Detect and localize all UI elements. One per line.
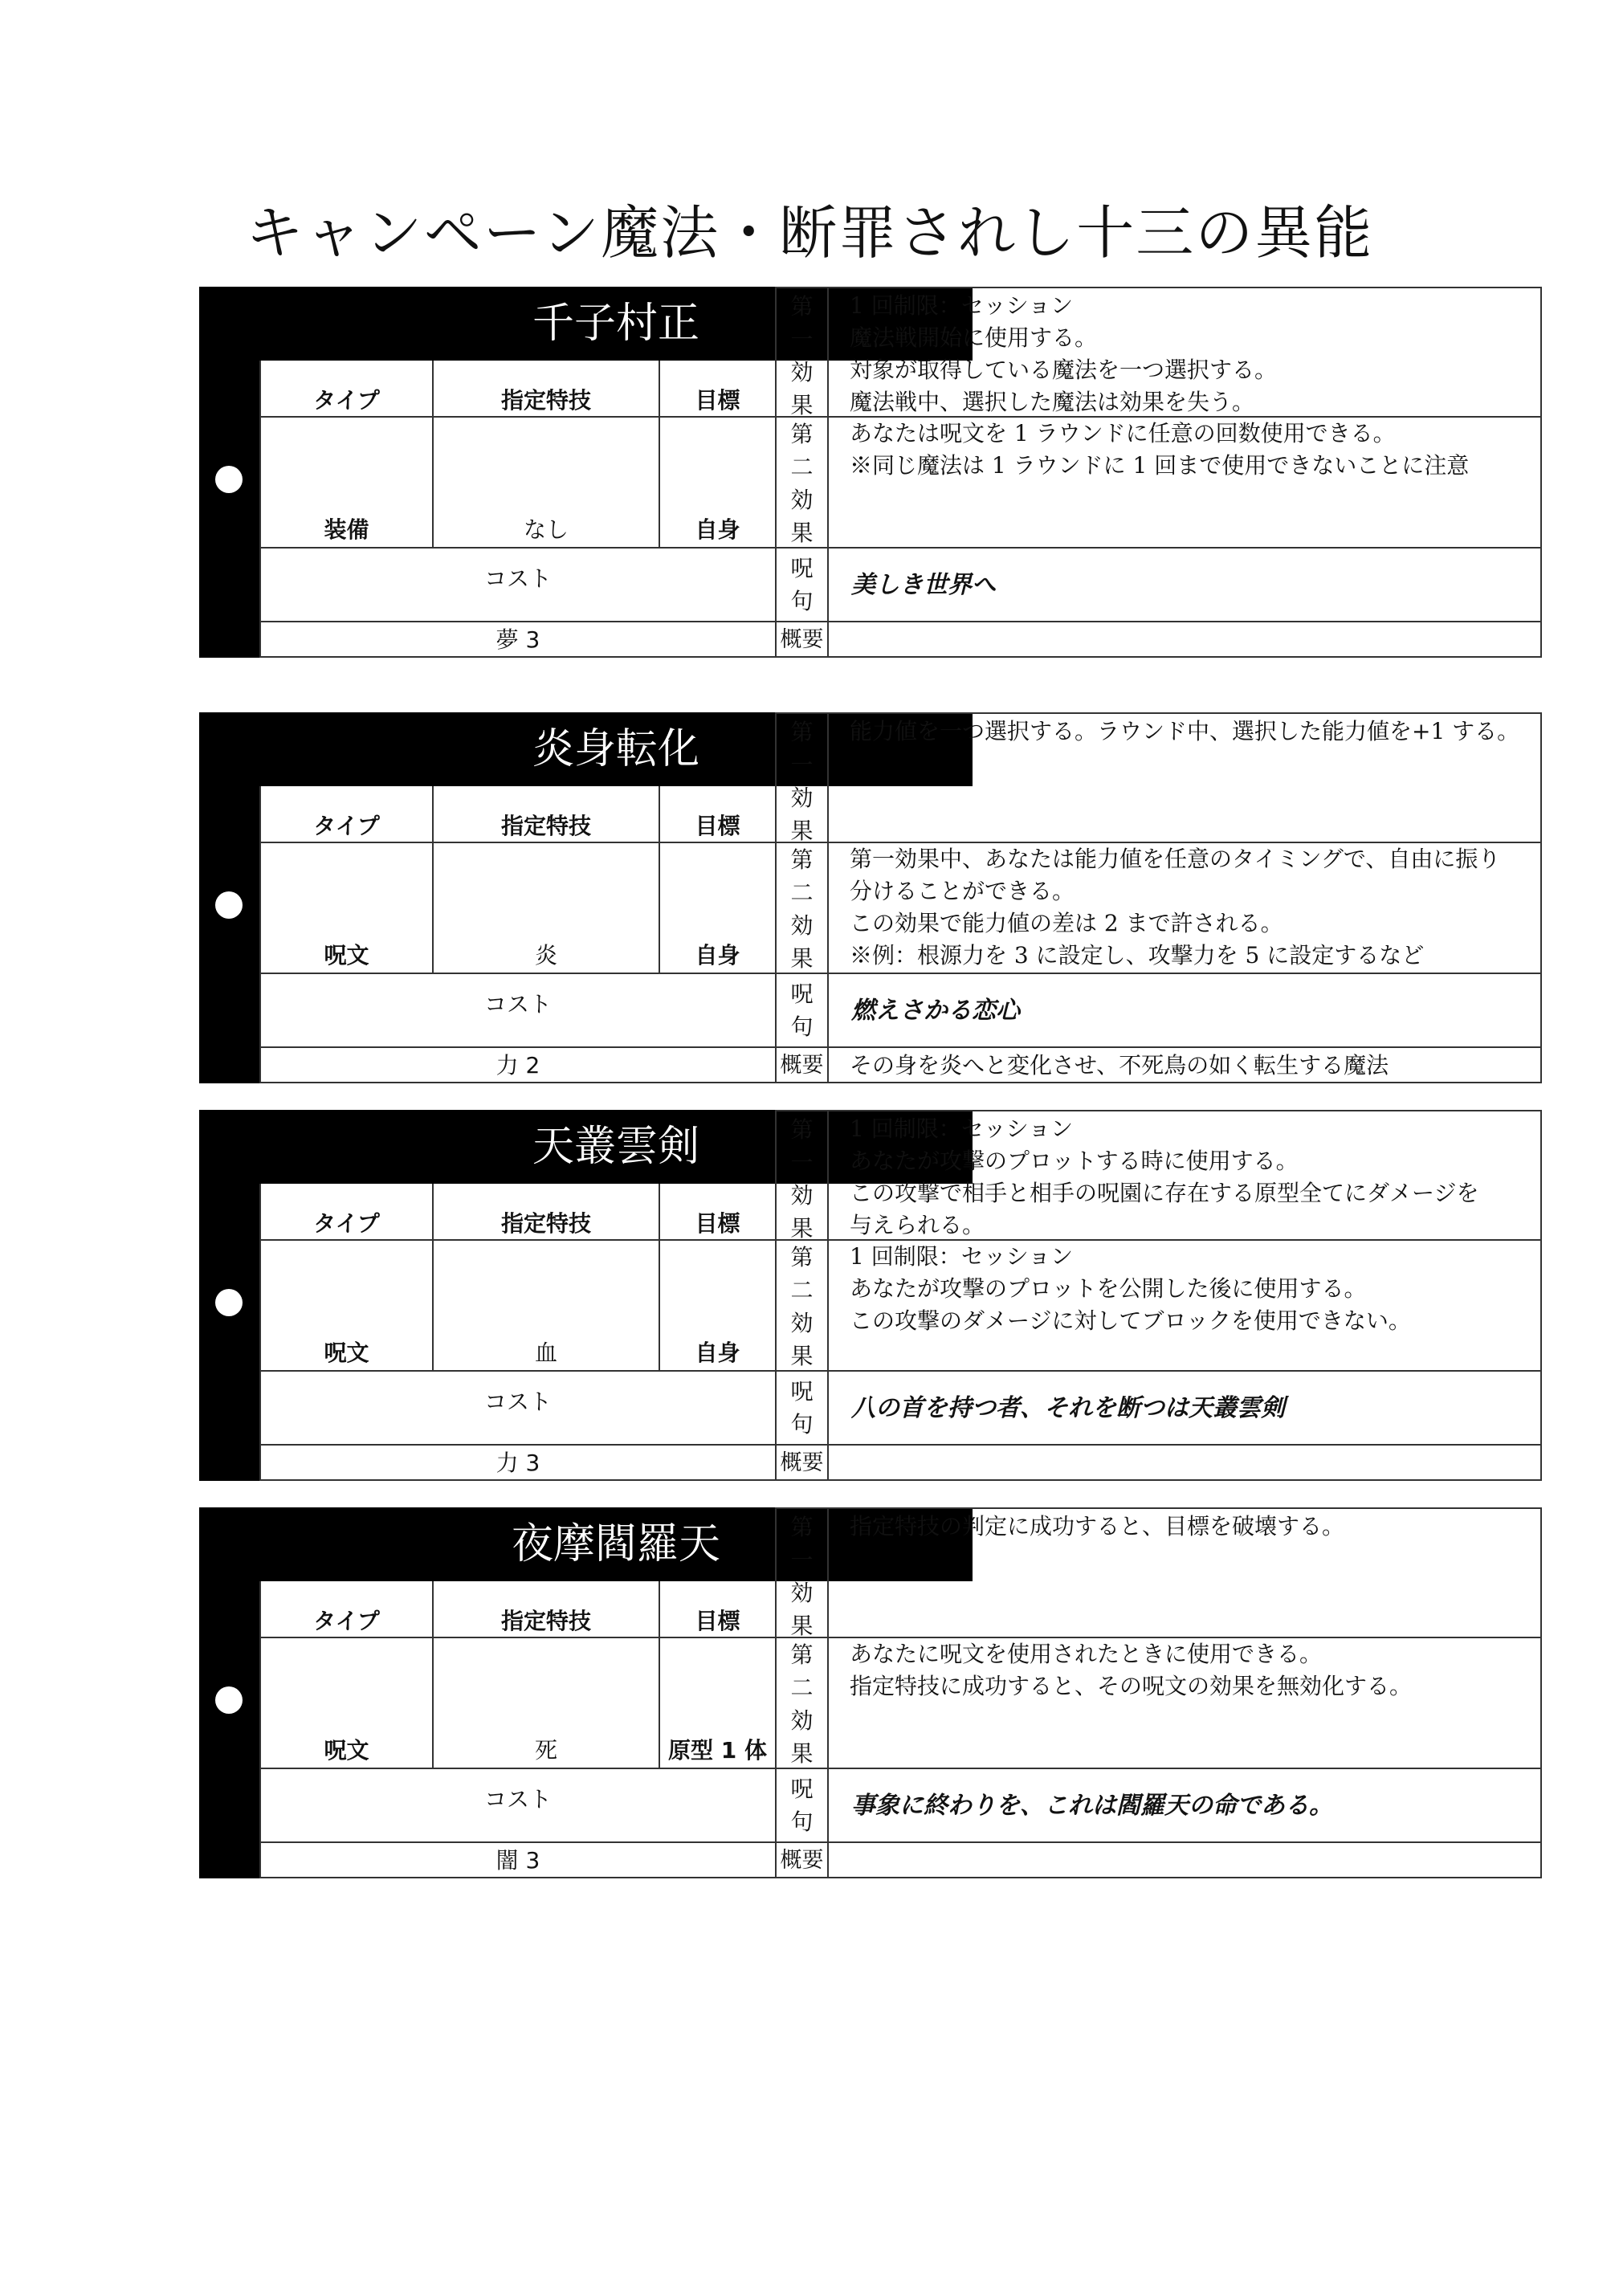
summary-text: その身を炎へと変化させ、不死鳥の如く転生する魔法 xyxy=(827,1048,1542,1083)
magic-name: 夜摩閻羅天 xyxy=(259,1507,973,1581)
effect-line: 魔法戦中、選択した魔法は効果を失う。 xyxy=(850,389,1255,415)
effect-line: 指定特技に成功すると、その呪文の効果を無効化する。 xyxy=(850,1673,1413,1699)
magic-card xyxy=(199,287,1542,658)
effect-line: 指定特技の判定に成功すると、目標を破壊する。 xyxy=(850,1513,1345,1540)
second-effect-text xyxy=(827,843,1542,974)
effect-line: あなたが攻撃のプロットを公開した後に使用する。 xyxy=(850,1275,1367,1302)
incantation-label: 呪 句 xyxy=(775,549,827,622)
effect-line: あなたは呪文を 1 ラウンドに任意の回数使用できる。 xyxy=(850,420,1396,447)
skill-header: 指定特技 xyxy=(432,1184,659,1241)
effect-line: 与えられる。 xyxy=(850,1212,985,1238)
target-value: 自身 xyxy=(659,843,775,974)
first-effect-label: 第 一 効 果 xyxy=(775,712,827,843)
effect-line: 分けることができる。 xyxy=(850,878,1075,904)
magic-name: 天叢雲剣 xyxy=(259,1110,973,1184)
second-effect-label: 第 二 効 果 xyxy=(775,843,827,974)
target-value: 原型 1 体 xyxy=(659,1638,775,1769)
effect-line: 第一効果中、あなたは能力値を任意のタイミングで、自由に振り xyxy=(850,846,1501,872)
summary-label: 概要 xyxy=(775,1843,827,1878)
first-effect-text xyxy=(827,712,1542,843)
summary-text xyxy=(827,1843,1542,1878)
summary-label: 概要 xyxy=(775,1048,827,1083)
effect-line: ※同じ魔法は 1 ラウンドに 1 回まで使用できないことに注意 xyxy=(850,452,1470,479)
card-binder-strip xyxy=(199,712,259,1083)
magic-card xyxy=(199,712,1542,1083)
effect-line: あなたが攻撃のプロットする時に使用する。 xyxy=(850,1148,1299,1174)
cost-value: 力 3 xyxy=(259,1446,775,1481)
incantation-label: 呪 句 xyxy=(775,1372,827,1446)
summary-text xyxy=(827,622,1542,658)
incantation-text: 事象に終わりを、これは閻羅天の命である。 xyxy=(827,1769,1542,1843)
type-value: 呪文 xyxy=(259,1241,432,1372)
binder-hole-icon xyxy=(215,1289,243,1316)
first-effect-label: 第 一 効 果 xyxy=(775,1110,827,1241)
effect-line: 1 回制限：セッション xyxy=(850,1115,1074,1142)
target-header: 目標 xyxy=(659,786,775,843)
summary-label: 概要 xyxy=(775,622,827,658)
binder-hole-icon xyxy=(215,891,243,919)
type-header: タイプ xyxy=(259,1184,432,1241)
target-value: 自身 xyxy=(659,418,775,549)
card-binder-strip xyxy=(199,1110,259,1481)
second-effect-text xyxy=(827,1638,1542,1769)
skill-header: 指定特技 xyxy=(432,1581,659,1638)
first-effect-label: 第 一 効 果 xyxy=(775,1507,827,1638)
incantation-label: 呪 句 xyxy=(775,974,827,1048)
skill-value: なし xyxy=(432,418,659,549)
type-header: タイプ xyxy=(259,786,432,843)
cost-value: 力 2 xyxy=(259,1048,775,1083)
effect-line: 対象が取得している魔法を一つ選択する。 xyxy=(850,357,1278,383)
incantation-text: 燃えさかる恋心 xyxy=(827,974,1542,1048)
effect-line: 1 回制限：セッション xyxy=(850,1243,1074,1270)
card-binder-strip xyxy=(199,287,259,658)
target-header: 目標 xyxy=(659,1581,775,1638)
effect-line: 1 回制限：セッション xyxy=(850,292,1074,319)
incantation-label: 呪 句 xyxy=(775,1769,827,1843)
target-header: 目標 xyxy=(659,1184,775,1241)
target-header: 目標 xyxy=(659,361,775,418)
cost-label: コスト xyxy=(259,549,775,622)
effect-line: この攻撃のダメージに対してブロックを使用できない。 xyxy=(850,1307,1411,1334)
second-effect-label: 第 二 効 果 xyxy=(775,418,827,549)
card-binder-strip xyxy=(199,1507,259,1878)
target-value: 自身 xyxy=(659,1241,775,1372)
type-value: 呪文 xyxy=(259,1638,432,1769)
binder-hole-icon xyxy=(215,1686,243,1714)
skill-value: 死 xyxy=(432,1638,659,1769)
second-effect-text xyxy=(827,1241,1542,1372)
cost-value: 闇 3 xyxy=(259,1843,775,1878)
effect-line: 能力値を一つ選択する。ラウンド中、選択した能力値を+1 する。 xyxy=(850,718,1520,744)
effect-line: この攻撃で相手と相手の呪園に存在する原型全てにダメージを xyxy=(850,1180,1479,1206)
second-effect-label: 第 二 効 果 xyxy=(775,1638,827,1769)
effect-line: 魔法戦開始に使用する。 xyxy=(850,324,1098,351)
skill-value: 炎 xyxy=(432,843,659,974)
cost-label: コスト xyxy=(259,974,775,1048)
type-value: 装備 xyxy=(259,418,432,549)
first-effect-text xyxy=(827,1110,1542,1241)
incantation-text: 美しき世界へ xyxy=(827,549,1542,622)
first-effect-text xyxy=(827,287,1542,418)
magic-name: 千子村正 xyxy=(259,287,973,361)
second-effect-label: 第 二 効 果 xyxy=(775,1241,827,1372)
magic-card xyxy=(199,1507,1542,1878)
magic-card xyxy=(199,1110,1542,1481)
skill-header: 指定特技 xyxy=(432,786,659,843)
summary-label: 概要 xyxy=(775,1446,827,1481)
effect-line: ※例：根源力を 3 に設定し、攻撃力を 5 に設定するなど xyxy=(850,942,1425,969)
incantation-text: 八の首を持つ者、それを断つは天叢雲剣 xyxy=(827,1372,1542,1446)
type-header: タイプ xyxy=(259,1581,432,1638)
skill-value: 血 xyxy=(432,1241,659,1372)
first-effect-label: 第 一 効 果 xyxy=(775,287,827,418)
second-effect-text xyxy=(827,418,1542,549)
binder-hole-icon xyxy=(215,466,243,493)
cost-value: 夢 3 xyxy=(259,622,775,658)
type-header: タイプ xyxy=(259,361,432,418)
effect-line: あなたに呪文を使用されたときに使用できる。 xyxy=(850,1641,1323,1667)
skill-header: 指定特技 xyxy=(432,361,659,418)
cost-label: コスト xyxy=(259,1769,775,1843)
magic-name: 炎身転化 xyxy=(259,712,973,786)
page-title: キャンペーン魔法・断罪されし十三の異能 xyxy=(245,199,1374,267)
first-effect-text xyxy=(827,1507,1542,1638)
summary-text xyxy=(827,1446,1542,1481)
cost-label: コスト xyxy=(259,1372,775,1446)
type-value: 呪文 xyxy=(259,843,432,974)
effect-line: この効果で能力値の差は 2 まで許される。 xyxy=(850,910,1283,936)
